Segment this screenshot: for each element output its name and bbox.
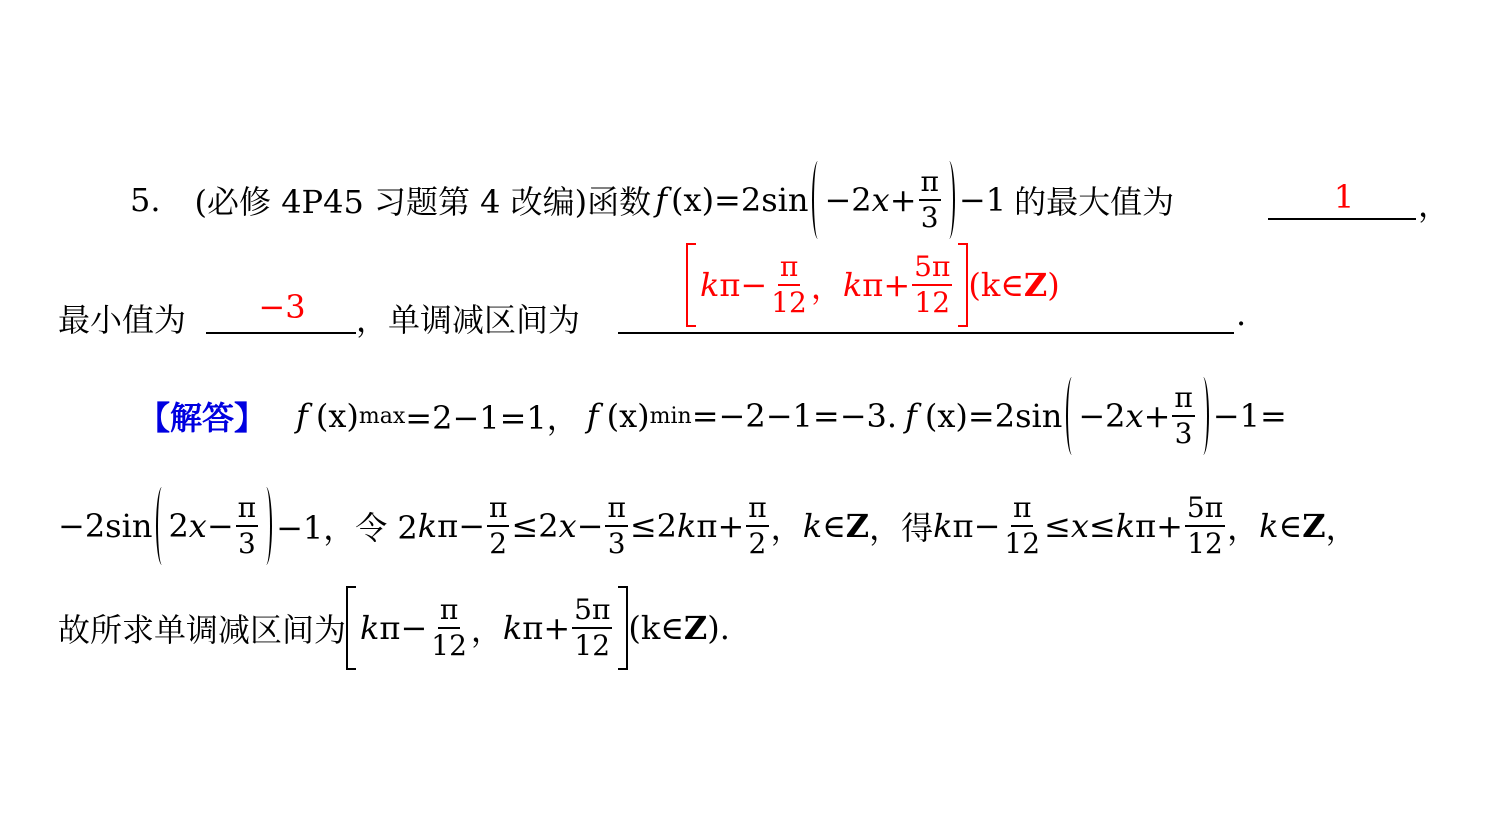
question-source: (必修 4P45 习题第 4 改编) (194, 183, 588, 221)
fraction-5pi-over-12: $\frac{5\pi}{12}$ (914, 250, 951, 319)
fraction-pi-over-3: $\frac{\pi}{3}$ (607, 491, 626, 560)
comma-1: ， (1418, 186, 1451, 224)
interval-prompt: ，单调减区间为 (356, 301, 581, 339)
question-line-1: 5. (必修 4P45 习题第 4 改编) 函数 f (x) =2sin −2 x + $\frac{\pi}{3}$ −1 的最大值为 (130, 158, 1174, 242)
left-bracket (346, 586, 356, 670)
solution-line-3: 故所求单调减区间为 k π− $\frac{\pi}{12}$ ， k π+ $\frac{5\pi}{12}$ (k∈ Z ). (58, 586, 730, 670)
max-prompt: 的最大值为 (1014, 183, 1175, 221)
right-bracket (618, 586, 628, 670)
answer-max-blank (1268, 218, 1416, 220)
answer-interval: k π − $\frac{\pi}{12}$ ， k π + $\frac{5\pi}{12}$ (k∈ Z ) (686, 243, 1060, 327)
solution-label: 【解答】 (138, 399, 267, 437)
question-line-2 (58, 295, 186, 341)
right-bracket (958, 243, 968, 327)
answer-max: 1 (1333, 178, 1355, 216)
answer-min: −3 (258, 288, 306, 326)
fraction-pi-over-2: $\frac{\pi}{2}$ (748, 491, 767, 560)
right-paren (260, 487, 272, 565)
question-intro: 函数 (587, 183, 652, 221)
answer-interval-blank (618, 332, 1234, 334)
fraction-pi-over-3: $\frac{\pi}{3}$ (1174, 381, 1193, 450)
fraction-pi-over-12: $\frac{\pi}{12}$ (431, 593, 467, 662)
interval-prompt-wrap (356, 295, 580, 341)
right-paren (1197, 377, 1209, 455)
answer-min-blank (206, 332, 356, 334)
fraction-5pi-over-12: $\frac{5\pi}{12}$ (574, 593, 611, 662)
min-prompt: 最小值为 (58, 301, 187, 339)
period-1: . (1236, 295, 1247, 333)
question-number: 5. (130, 181, 161, 219)
solution-line-1: 【解答】 f (x) max =2−1=1， f (x) min =−2−1=−3. f (x) =2sin −2 x + $\frac{\pi}{3}$ −1= (138, 374, 1287, 458)
solution-line-2: −2sin 2 x − $\frac{\pi}{3}$ −1，令 2 k π− $\frac{\pi}{2}$ ≤2 x − $\frac{\pi}{3}$ ≤2 k π+ $\frac{\pi}{2}$ ， k ∈ Z ，得 k π− $\frac{\pi}{12}$ ≤ x ≤ k π+ $\frac{5\pi}{12}$ ， k ∈ Z ， (58, 484, 1358, 568)
fraction-5pi-over-12: $\frac{5\pi}{12}$ (1186, 491, 1224, 560)
left-paren (812, 161, 824, 239)
left-paren (156, 487, 168, 565)
fraction-pi-over-3: $\frac{\pi}{3}$ (920, 165, 939, 234)
fraction-pi-over-12: $\frac{\pi}{12}$ (1004, 491, 1041, 560)
left-bracket (686, 243, 696, 327)
fraction-pi-over-2: $\frac{\pi}{2}$ (489, 491, 508, 560)
fraction-pi-over-12: $\frac{\pi}{12}$ (771, 250, 807, 319)
left-paren (1066, 377, 1078, 455)
right-paren (943, 161, 955, 239)
fraction-pi-over-3: $\frac{\pi}{3}$ (237, 491, 257, 560)
